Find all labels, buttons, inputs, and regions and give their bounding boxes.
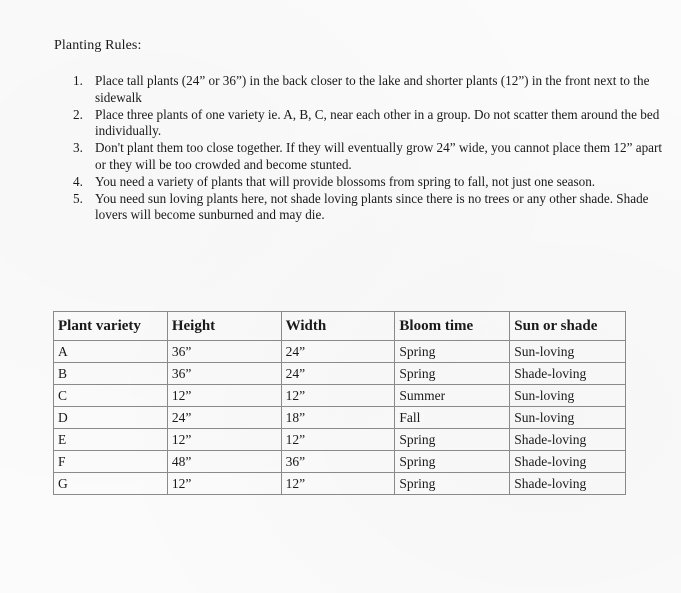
cell-variety: F [54, 451, 168, 473]
rule-item [73, 190, 675, 225]
cell-bloom-time: Spring [395, 341, 510, 363]
cell-height: 48” [167, 451, 281, 473]
rule-number: 4. [73, 173, 83, 189]
cell-sun-shade: Shade-loving [510, 451, 626, 473]
cell-sun-shade: Shade-loving [510, 429, 626, 451]
cell-height: 36” [167, 363, 281, 385]
header-plant-variety: Plant variety [54, 312, 168, 341]
cell-bloom-time: Spring [395, 363, 510, 385]
cell-sun-shade: Sun-loving [510, 385, 626, 407]
table-row [54, 429, 626, 451]
cell-bloom-time: Spring [395, 451, 510, 473]
rules-list [57, 73, 675, 224]
header-width: Width [281, 312, 395, 341]
cell-bloom-time: Fall [395, 407, 510, 429]
rule-item [73, 73, 675, 107]
cell-sun-shade: Sun-loving [510, 341, 626, 363]
cell-variety: C [54, 385, 168, 407]
rule-text: Place tall plants (24” or 36”) in the back closer to the lake and shorter plants (12”) in the front next to the sidewalk [95, 73, 650, 105]
cell-bloom-time: Spring [395, 429, 510, 451]
header-sun-or-shade: Sun or shade [510, 312, 626, 341]
cell-width: 18” [281, 407, 395, 429]
cell-sun-shade: Sun-loving [510, 407, 626, 429]
rule-number: 5. [73, 190, 83, 206]
cell-bloom-time: Summer [395, 385, 510, 407]
rule-text: Don't plant them too close together. If they will eventually grow 24” wide, you cannot place them 12” apart or they will be too crowded and become stunted. [95, 140, 663, 172]
cell-width: 12” [281, 473, 395, 495]
rule-text: Place three plants of one variety ie. A, B, C, near each other in a group. Do not scatter them around the bed individually. [95, 106, 660, 139]
header-bloom-time: Bloom time [395, 312, 510, 341]
rule-item [73, 106, 675, 141]
table-header-row [54, 312, 626, 341]
cell-width: 36” [281, 451, 395, 473]
cell-bloom-time: Spring [395, 473, 510, 495]
table-row [54, 363, 626, 385]
cell-variety: B [54, 363, 168, 385]
rule-number: 3. [73, 140, 83, 156]
cell-width: 12” [281, 429, 395, 451]
rule-item [73, 140, 675, 174]
cell-height: 12” [167, 385, 281, 407]
cell-sun-shade: Shade-loving [510, 473, 626, 495]
cell-height: 24” [167, 407, 281, 429]
cell-width: 24” [281, 363, 395, 385]
page-heading: Planting Rules: [54, 38, 142, 53]
cell-height: 36” [167, 341, 281, 363]
table-row [54, 407, 626, 429]
rule-text: You need sun loving plants here, not shade loving plants since there is no trees or any other shade. Shade lovers will become sunburned and may die. [95, 190, 649, 223]
header-height: Height [167, 312, 281, 341]
rule-number: 1. [73, 73, 83, 88]
cell-sun-shade: Shade-loving [510, 363, 626, 385]
table-row [54, 385, 626, 407]
rule-text: You need a variety of plants that will provide blossoms from spring to fall, not just one season. [95, 173, 596, 189]
cell-variety: D [54, 407, 168, 429]
cell-height: 12” [167, 473, 281, 495]
rule-number: 2. [73, 106, 83, 122]
rule-item [73, 173, 675, 191]
table-row [54, 473, 626, 495]
cell-variety: A [54, 341, 168, 363]
table-row [54, 451, 626, 473]
plant-table [53, 311, 626, 495]
cell-variety: G [54, 473, 168, 495]
cell-height: 12” [167, 429, 281, 451]
cell-width: 24” [281, 341, 395, 363]
cell-variety: E [54, 429, 168, 451]
table-row [54, 341, 626, 363]
cell-width: 12” [281, 385, 395, 407]
